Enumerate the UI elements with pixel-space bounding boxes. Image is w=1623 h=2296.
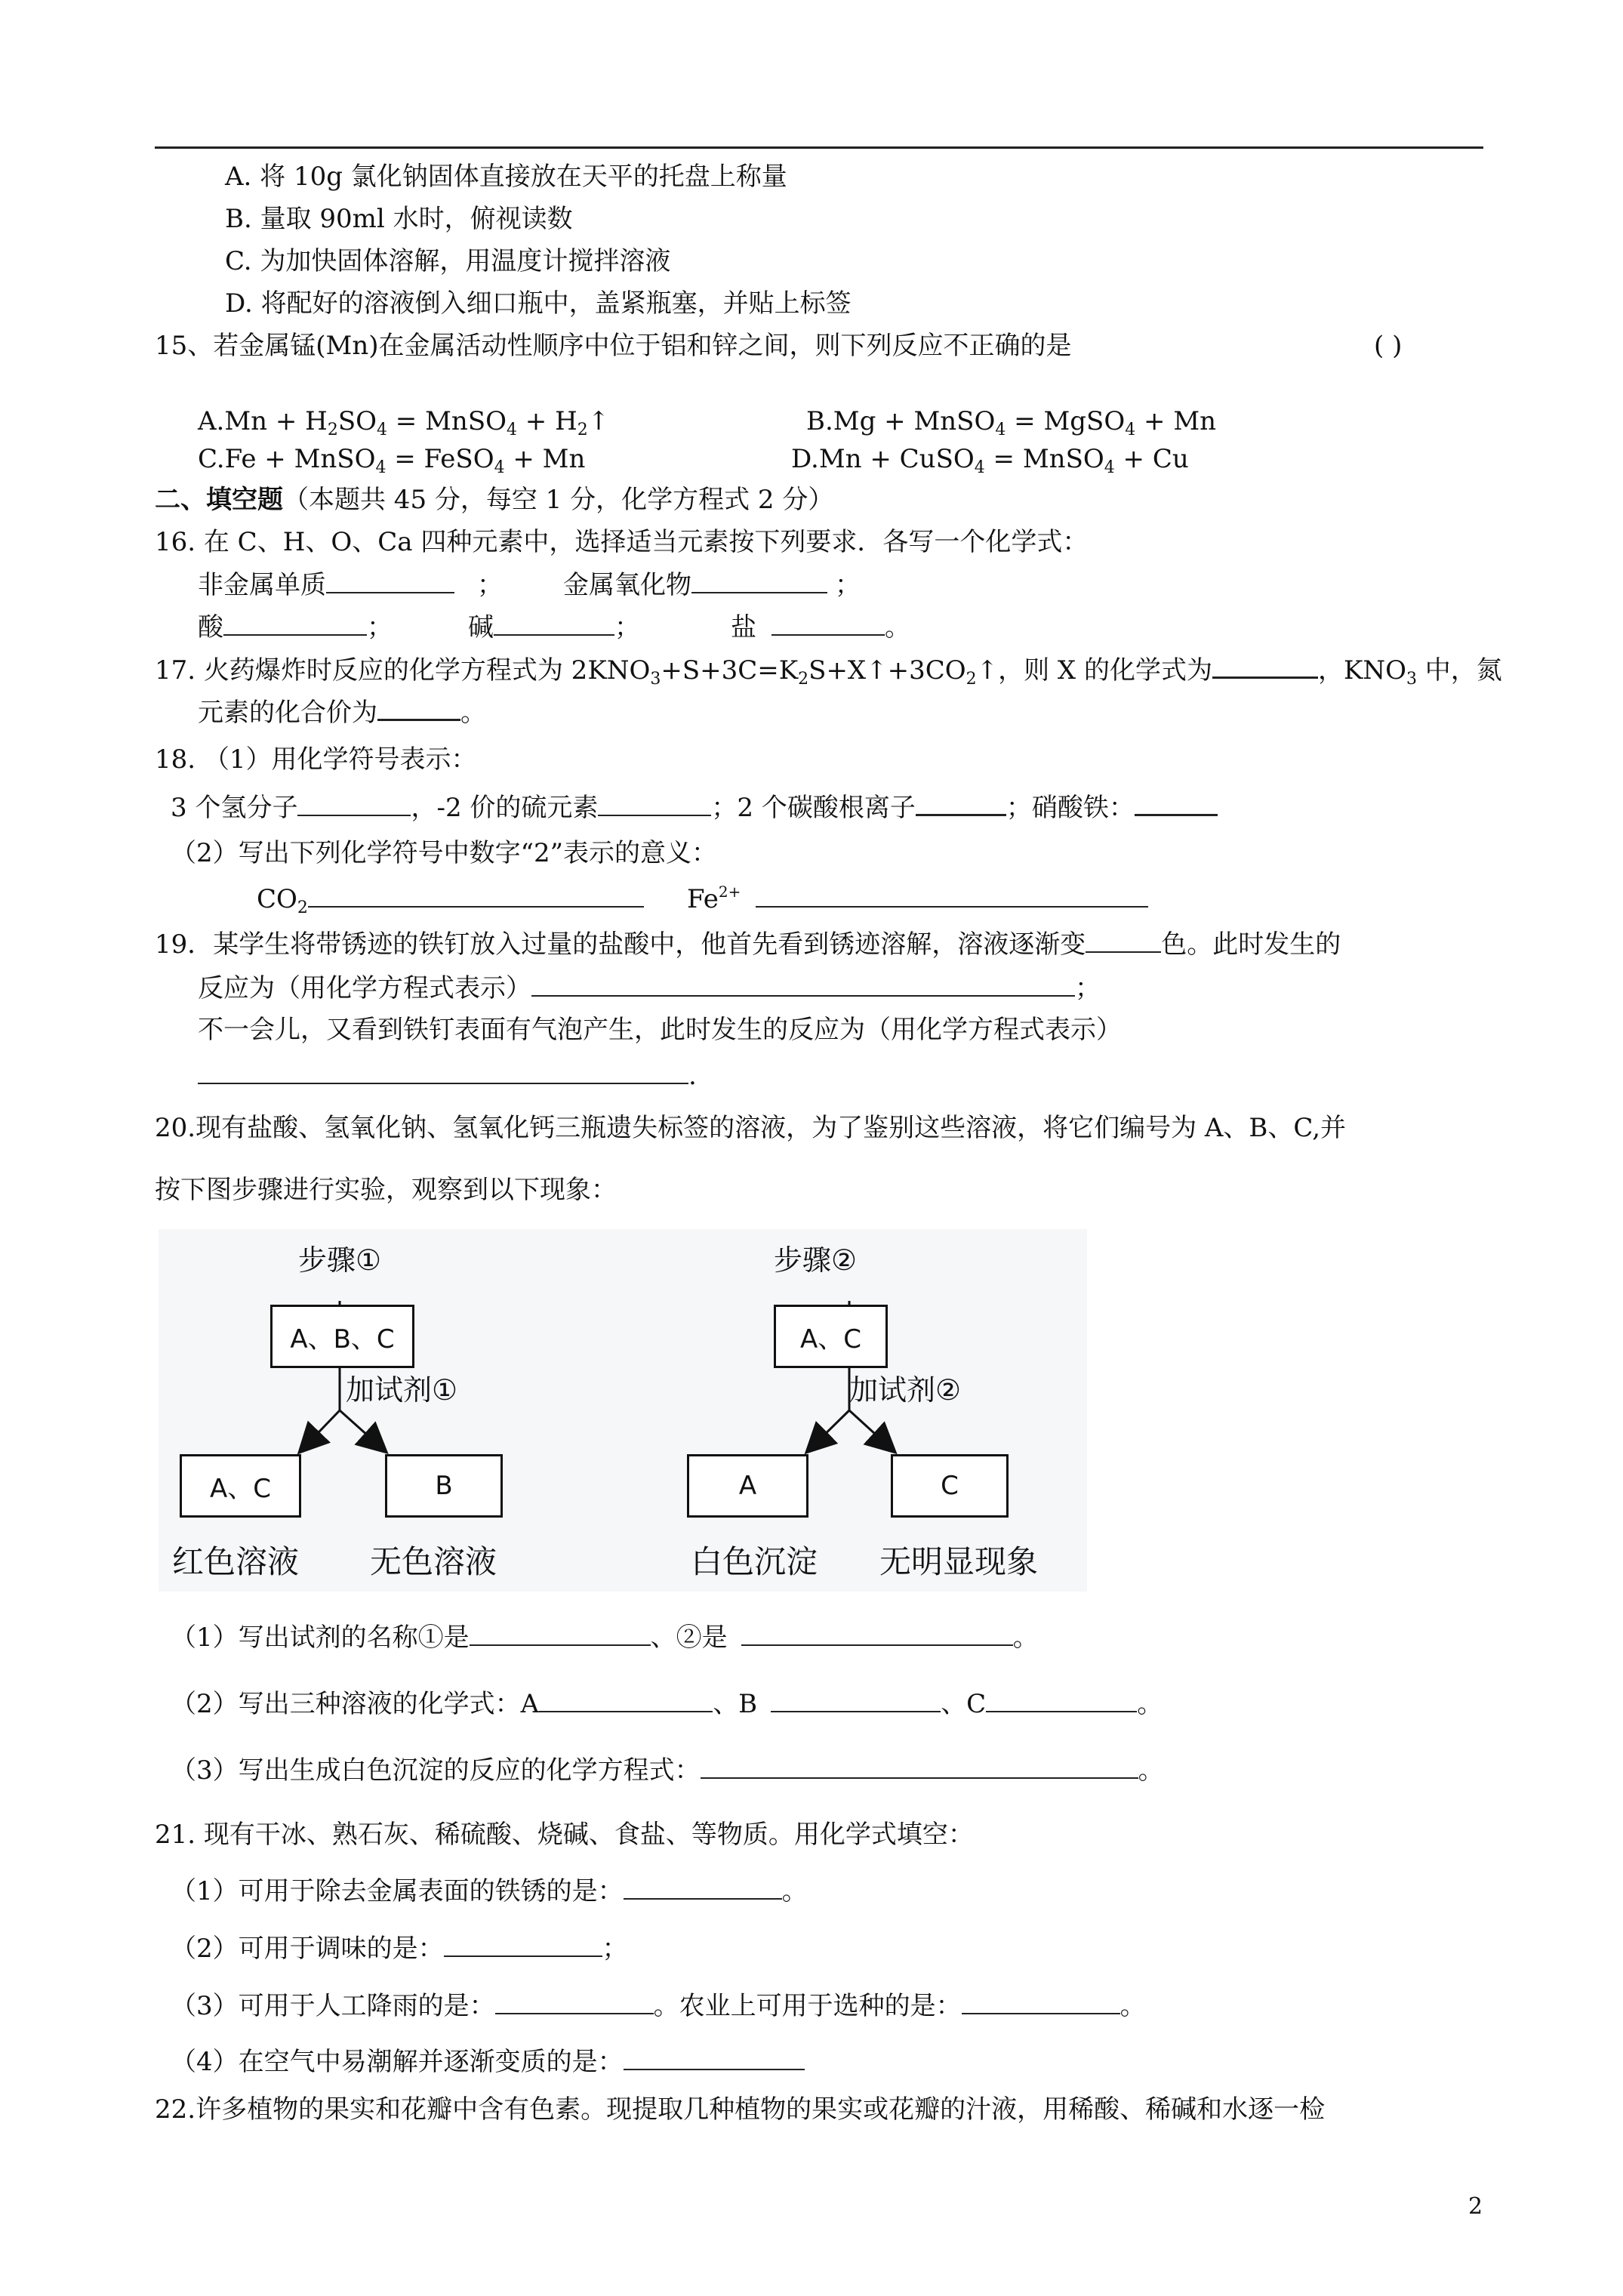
- q16-stem: 16. 在 C、H、O、Ca 四种元素中，选择适当元素按下列要求．各写一个化学式：: [155, 527, 1089, 557]
- q15-stem: [155, 331, 1072, 362]
- result-white-precipitate: 白色沉淀: [691, 1543, 818, 1580]
- q21-blank-rain[interactable]: [495, 1990, 654, 2014]
- q18-part2: （2）写出下列化学符号中数字“2”表示的意义：: [171, 838, 718, 868]
- section-2-title: 二、填空题: [155, 485, 283, 515]
- q19-line2: 反应为（用化学方程式表示） ；: [198, 973, 1101, 1003]
- section-2-note: （本题共 45 分，每空 1 分，化学方程式 2 分）: [283, 485, 834, 515]
- q20-sub3: （3）写出生成白色沉淀的反应的化学方程式： 。: [171, 1755, 1164, 1786]
- q20-sub1: （1）写出试剂的名称①是 、②是 。: [171, 1623, 1039, 1653]
- q21-sub3: （3）可用于人工降雨的是： 。农业上可用于选种的是： 。: [171, 1991, 1146, 2021]
- q18-blank-hydrogen[interactable]: [297, 792, 411, 816]
- q17-line1: 17. 火药爆炸时反应的化学方程式为 $2KNO_3+S+3C=K_2S+X↑+3CO_2↑$，则 X 的化学式为 ，$KNO_3$ 中，氮: [155, 655, 1502, 689]
- q21-sub4: （4）在空气中易潮解并逐渐变质的是：: [171, 2046, 805, 2078]
- box-c-result: C: [891, 1454, 1009, 1518]
- q20-blank-b-formula[interactable]: [771, 1688, 941, 1712]
- q20-line2: 按下图步骤进行实验，观察到以下现象：: [155, 1175, 617, 1205]
- q20-blank-a-formula[interactable]: [539, 1688, 713, 1712]
- q18-blank-carbonate[interactable]: [916, 791, 1006, 816]
- q18-blank-sulfur[interactable]: [598, 792, 711, 816]
- q19-blank-equation1[interactable]: [531, 972, 1075, 997]
- reagent1-label: 加试剂①: [346, 1373, 458, 1407]
- q15-option-d: D.Mn + CuSO$_4$ = MnSO$_4$ + Cu: [791, 444, 1189, 477]
- q17-line2: 元素的化合价为 。: [198, 698, 486, 728]
- page-number: 2: [1468, 2193, 1483, 2220]
- box-abc: A、B、C: [270, 1305, 414, 1368]
- q21-blank-seed-selection[interactable]: [962, 1990, 1120, 2014]
- q17-blank-x-formula[interactable]: [1212, 654, 1318, 679]
- q18-blank-ferric-nitrate[interactable]: [1135, 791, 1218, 816]
- q14-option-a: A. 将 10g 氯化钠固体直接放在天平的托盘上称量: [225, 162, 787, 192]
- q20-line1: 20.现有盐酸、氢氧化钠、氢氧化钙三瓶遗失标签的溶液，为了鉴别这些溶液，将它们编号为 A、B、C,并: [155, 1113, 1347, 1143]
- q19-line3: 不一会儿，又看到铁钉表面有气泡产生，此时发生的反应为（用化学方程式表示）: [198, 1015, 1122, 1045]
- q18-co2-row: $CO_2$: [257, 883, 644, 915]
- experiment-flow-diagram: [159, 1229, 1087, 1592]
- reagent2-label: 加试剂②: [849, 1373, 962, 1407]
- q18-blank-fe-meaning[interactable]: [756, 883, 1148, 908]
- box-a-result: A: [687, 1454, 808, 1518]
- q15-stem-text: 15、若金属锰(Mn)在金属活动性顺序中位于铝和锌之间，则下列反应不正确的是: [155, 331, 1072, 361]
- q16-blank-acid[interactable]: [223, 612, 367, 636]
- q15-option-b: B.Mg + MnSO$_4$ = MgSO$_4$ + Mn: [806, 406, 1217, 439]
- q18-stem: 18. （1）用化学符号表示：: [155, 744, 477, 775]
- box-b-result: B: [385, 1454, 503, 1518]
- q19-blank-color[interactable]: [1086, 929, 1161, 953]
- box-ac-step2: A、C: [774, 1305, 888, 1368]
- q18-fe-row: $Fe^{2+}$: [687, 883, 1148, 915]
- q17-blank-valence[interactable]: [377, 696, 460, 721]
- result-colorless-solution: 无色溶液: [370, 1543, 497, 1580]
- q19-blank-equation2[interactable]: [198, 1060, 688, 1084]
- step2-arrow-right: [849, 1410, 892, 1450]
- q16-blank-nonmetal[interactable]: [326, 569, 454, 593]
- q16-row1: 非金属单质 ； 金属氧化物 ；: [198, 570, 861, 600]
- step2-arrow-left: [809, 1410, 849, 1450]
- q16-blank-salt[interactable]: [771, 612, 885, 636]
- q15-option-c: C.Fe + MnSO$_4$ = FeSO$_4$ + Mn: [198, 444, 586, 477]
- q16-blank-base[interactable]: [494, 612, 614, 636]
- step1-arrow-left: [302, 1410, 340, 1450]
- q15-answer-bracket: ( ): [1374, 331, 1403, 361]
- step1-label: 步骤①: [298, 1244, 382, 1277]
- q19-line4: .: [198, 1060, 697, 1092]
- box-ac-result: A、C: [180, 1454, 301, 1518]
- q22-line1: 22.许多植物的果实和花瓣中含有色素。现提取几种植物的果实或花瓣的汁液，用稀酸、稀碱和水逐一检: [155, 2094, 1326, 2125]
- q20-sub2: （2）写出三种溶液的化学式：A 、B 、C 。: [171, 1689, 1163, 1719]
- q18-row1: 3 个氢分子 ，-2 价的硫元素 ；2 个碳酸根离子 ；硝酸铁：: [171, 791, 1218, 824]
- q21-blank-deliquescent[interactable]: [624, 2046, 805, 2070]
- q21-sub1: （1）可用于除去金属表面的铁锈的是： 。: [171, 1876, 808, 1906]
- header-rule: [155, 146, 1483, 149]
- q19-line1: 19．某学生将带锈迹的铁钉放入过量的盐酸中，他首先看到锈迹溶解，溶液逐渐变 色。此时发生的: [155, 929, 1341, 960]
- q15-option-a: $A.Mn + H_2SO_4$ = MnSO$_4$ + $H_2↑$: [198, 406, 610, 439]
- q16-row2: 酸 ； 碱 ； 盐 。: [198, 612, 910, 643]
- result-no-change: 无明显现象: [879, 1543, 1039, 1580]
- q14-option-b: B. 量取 90ml 水时，俯视读数: [225, 204, 573, 234]
- q18-blank-co2-meaning[interactable]: [308, 883, 644, 908]
- q14-option-c: C. 为加快固体溶解，用温度计搅拌溶液: [225, 246, 671, 276]
- q14-option-d: D. 将配好的溶液倒入细口瓶中，盖紧瓶塞，并贴上标签: [225, 288, 852, 319]
- q20-blank-precipitate-equation[interactable]: [701, 1755, 1138, 1779]
- q16-blank-metal-oxide[interactable]: [691, 569, 827, 593]
- step2-label: 步骤②: [774, 1244, 858, 1277]
- q21-blank-seasoning[interactable]: [444, 1933, 602, 1957]
- q20-blank-reagent1[interactable]: [470, 1622, 651, 1646]
- result-red-solution: 红色溶液: [172, 1543, 300, 1580]
- q20-blank-c-formula[interactable]: [986, 1688, 1137, 1712]
- section-2-heading: [155, 485, 833, 516]
- step1-arrow-right: [340, 1410, 383, 1450]
- q20-blank-reagent2[interactable]: [741, 1622, 1013, 1646]
- q21-stem: 21. 现有干冰、熟石灰、稀硫酸、烧碱、食盐、等物质。用化学式填空：: [155, 1820, 974, 1850]
- q21-blank-rust-removal[interactable]: [624, 1875, 782, 1900]
- q21-sub2: （2）可用于调味的是： ；: [171, 1934, 628, 1964]
